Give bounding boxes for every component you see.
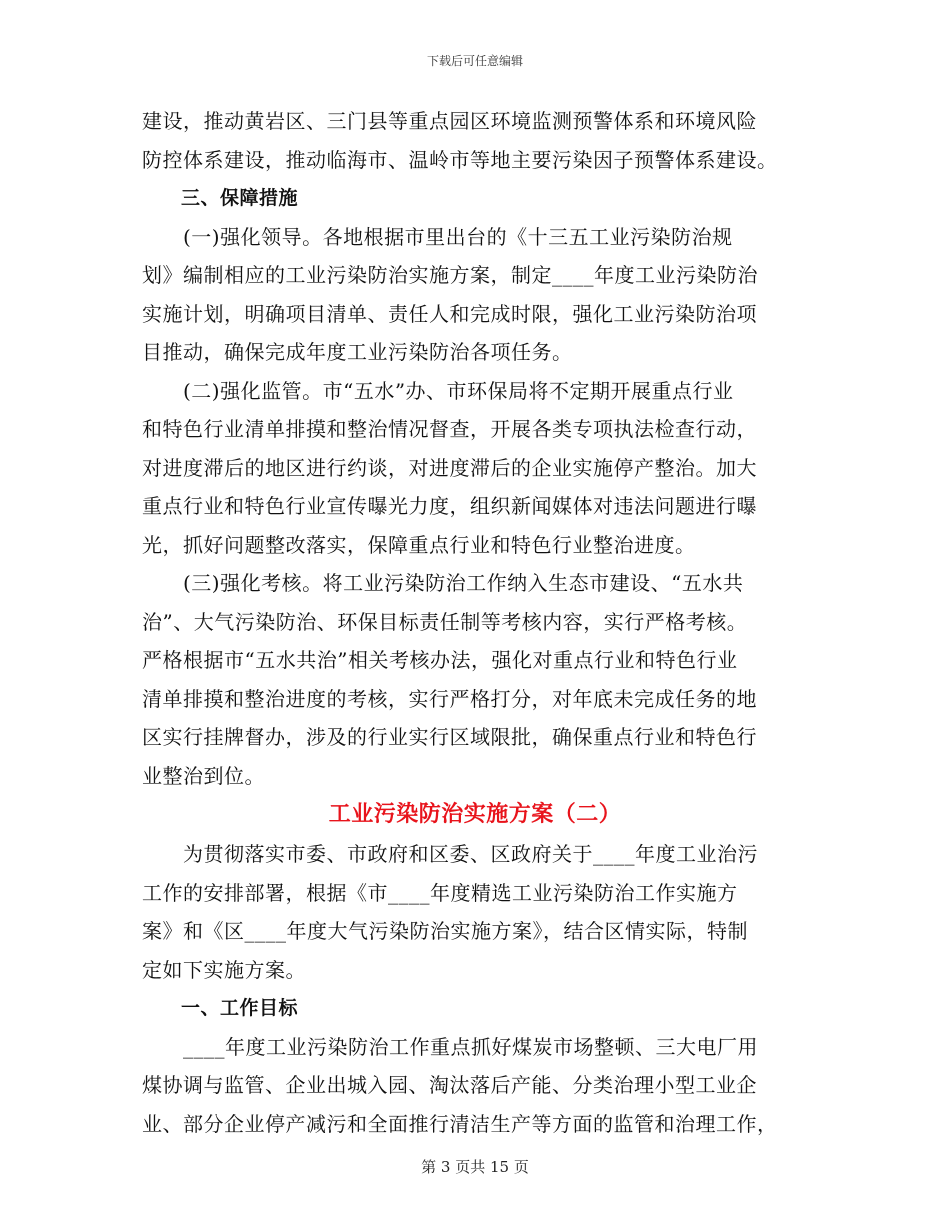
- body-line: 和特色行业清单排摸和整治情况督查，开展各类专项执法检查行动，: [142, 417, 757, 441]
- body-line: 清单排摸和整治进度的考核，实行严格打分，对年底未完成任务的地: [142, 686, 757, 711]
- body-line: 业整治到位。: [142, 763, 265, 788]
- body-line: (三)强化考核。将工业污染防治工作纳入生态市建设、“五水共: [142, 571, 744, 595]
- body-line: 为贯彻落实市委、市政府和区委、区政府关于____年度工业治污: [142, 842, 758, 866]
- body-line: 区实行挂牌督办，涉及的行业实行区域限批，确保重点行业和特色行: [142, 725, 757, 749]
- body-line: 煤协调与监管、企业出城入园、淘汰落后产能、分类治理小型工业企: [142, 1073, 757, 1097]
- document-body: [142, 102, 808, 1143]
- body-line: 重点行业和特色行业宣传曝光力度，组织新闻媒体对违法问题进行曝: [142, 494, 757, 518]
- section-heading: 一、工作目标: [142, 997, 299, 1019]
- body-line: 严格根据市“五水共治”相关考核办法，强化对重点行业和特色行业: [142, 648, 738, 672]
- body-line: 对进度滞后的地区进行约谈，对进度滞后的企业实施停产整治。加大: [142, 455, 757, 480]
- body-line: 业、部分企业停产减污和全面推行清洁生产等方面的监管和治理工作，: [142, 1111, 778, 1136]
- body-line: 划》编制相应的工业污染防治实施方案，制定____年度工业污染防治: [142, 263, 758, 287]
- body-line: 光，抓好问题整改落实，保障重点行业和特色行业整治进度。: [142, 532, 696, 557]
- page-number: 第 3 页共 15 页: [421, 1158, 529, 1176]
- body-line: 防控体系建设，推动临海市、温岭市等地主要污染因子预警体系建设。: [142, 147, 778, 172]
- body-line: 治”、大气污染防治、环保目标责任制等考核内容，实行严格考核。: [142, 609, 748, 634]
- body-line: 案》和《区____年度大气污染防治实施方案》，结合区情实际，特制: [142, 919, 748, 943]
- page-header: 下载后可任意编辑: [426, 54, 523, 68]
- body-line: 工作的安排部署，根据《市____年度精选工业污染防治工作实施方: [142, 880, 738, 905]
- body-line: (二)强化监管。市“五水”办、市环保局将不定期开展重点行业: [142, 378, 734, 403]
- body-line: 实施计划，明确项目清单、责任人和完成时限，强化工业污染防治项: [142, 301, 757, 326]
- body-line: ____年度工业污染防治工作重点抓好煤炭市场整顿、三大电厂用: [142, 1034, 758, 1059]
- section-heading: 三、保障措施: [142, 187, 299, 209]
- body-line: 目推动，确保完成年度工业污染防治各项任务。: [142, 340, 573, 364]
- body-line: 定如下实施方案。: [142, 957, 306, 982]
- body-line: 建设，推动黄岩区、三门县等重点园区环境监测预警体系和环境风险: [142, 109, 757, 133]
- document-title: 工业污染防治实施方案（二）: [328, 802, 622, 827]
- body-line: (一)强化领导。各地根据市里出台的《十三五工业污染防治规: [142, 224, 733, 249]
